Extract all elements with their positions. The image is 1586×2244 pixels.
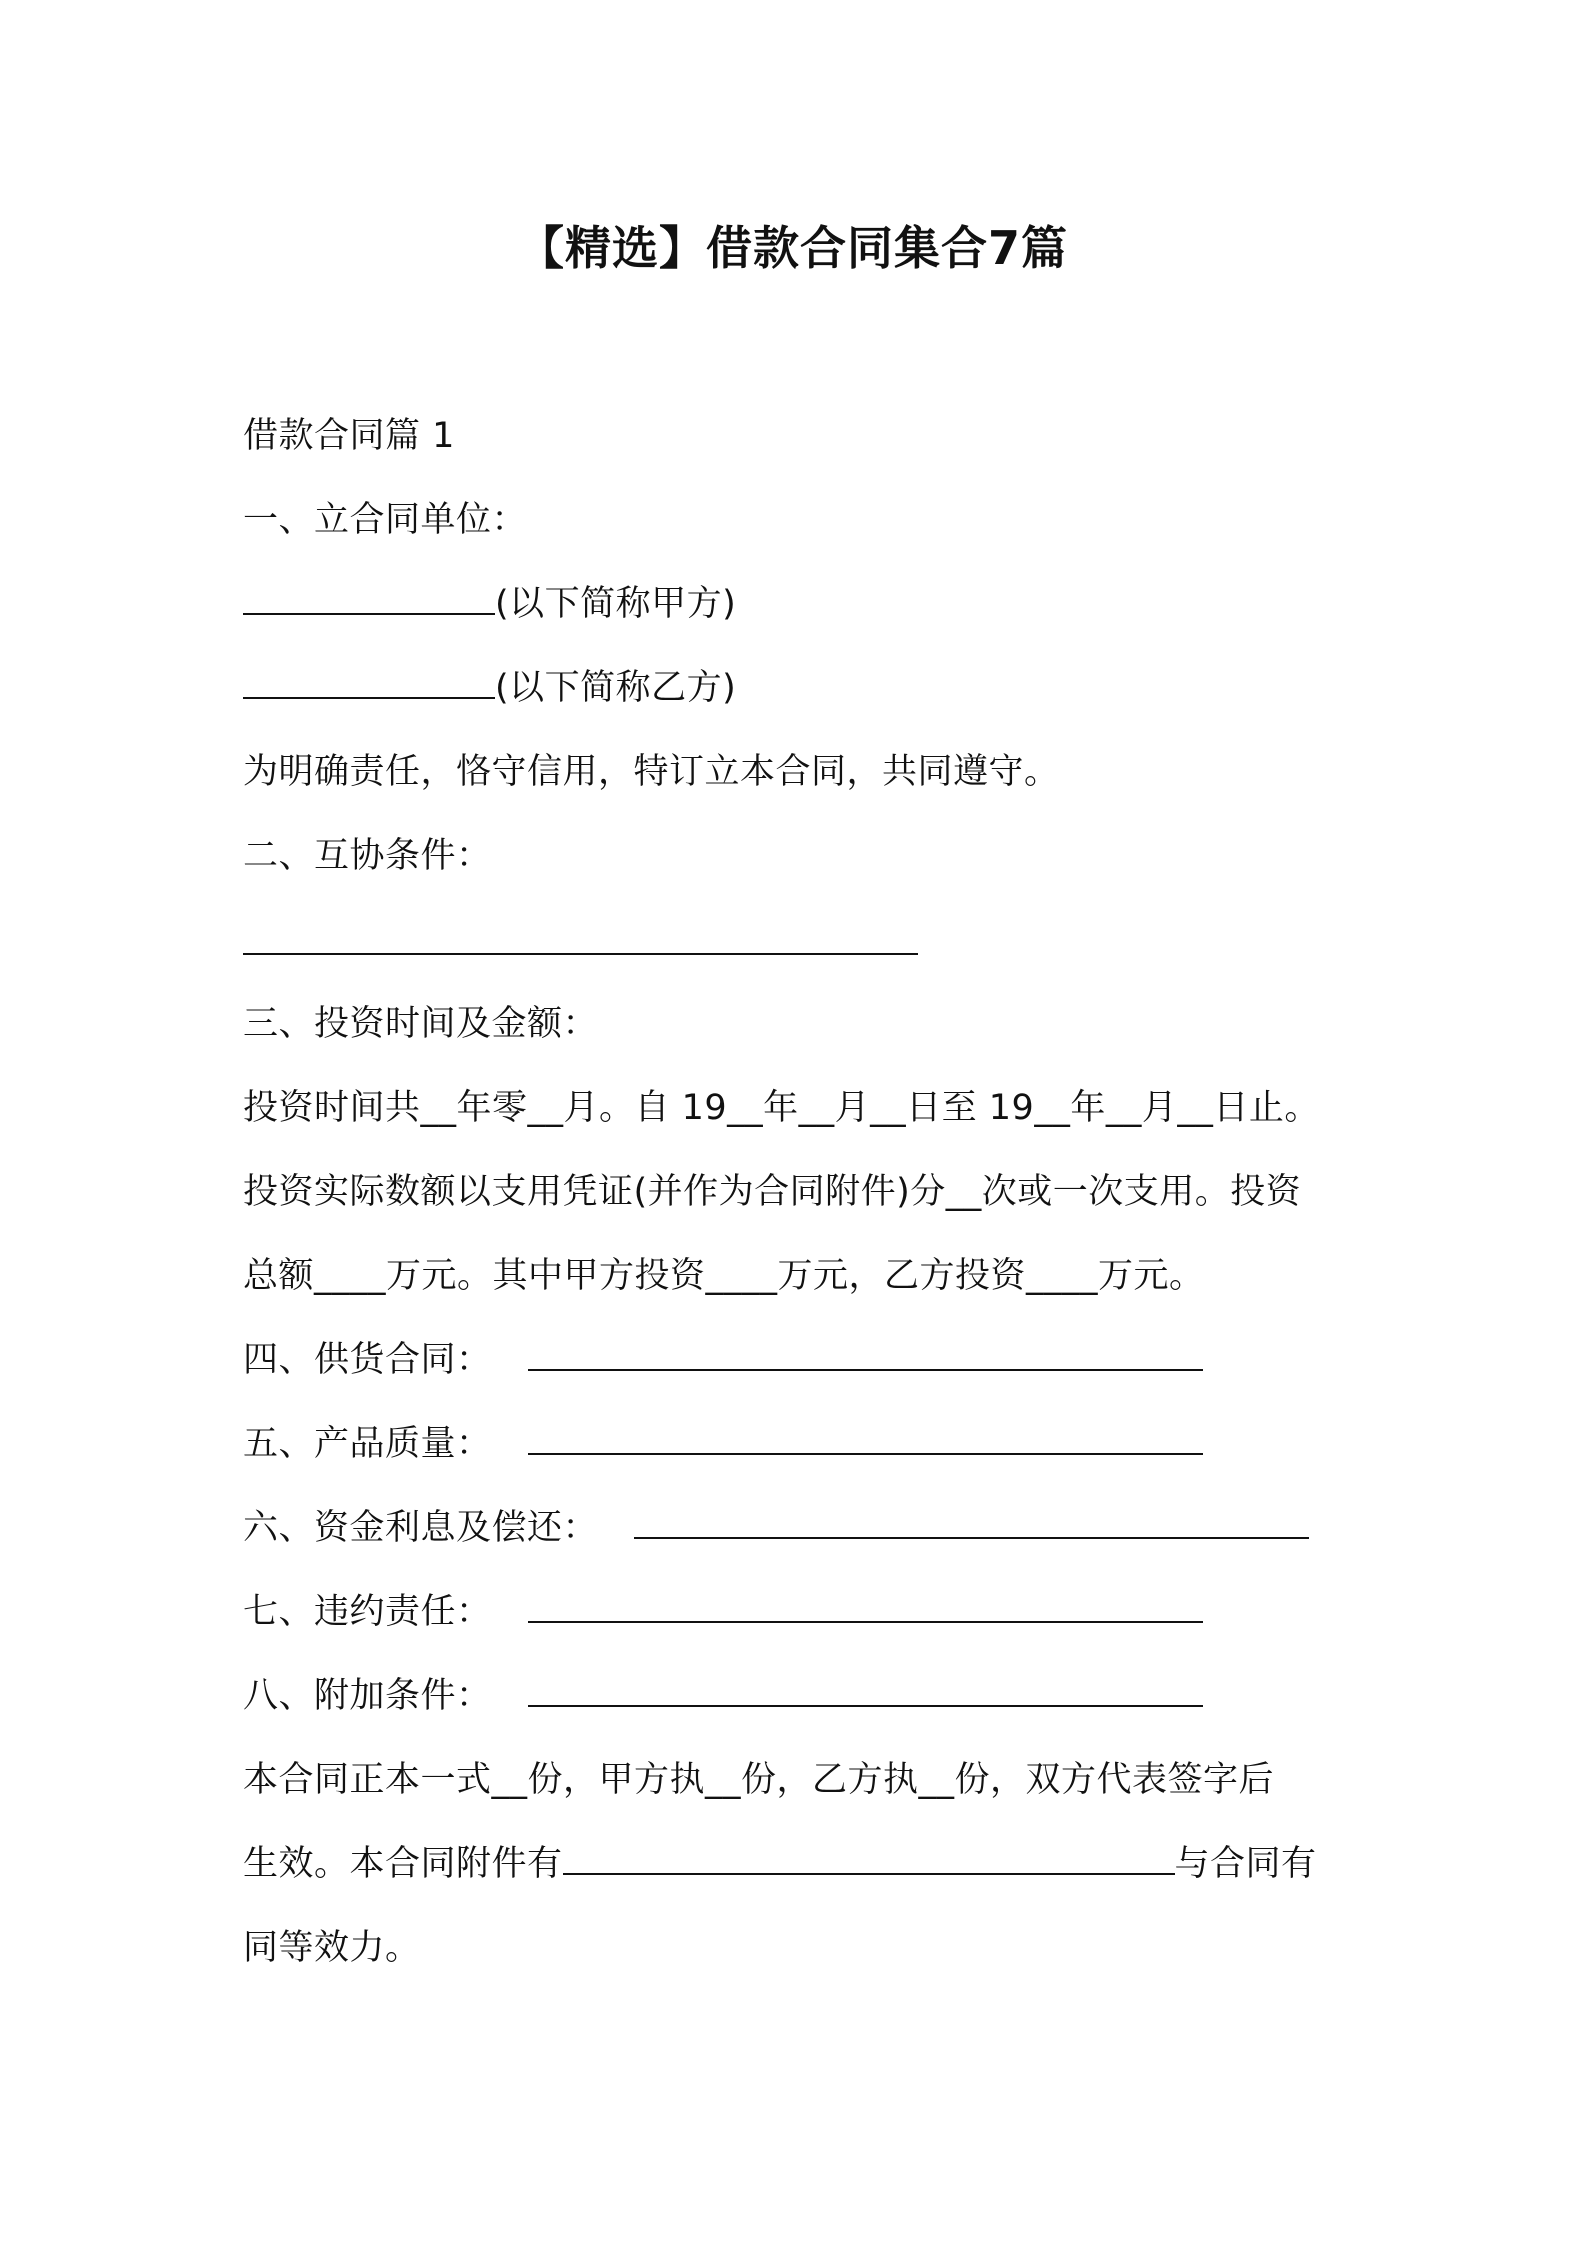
clause-5-heading: 五、产品质量： (243, 1424, 492, 1464)
party-a-blank[interactable] (243, 583, 495, 615)
clause-7-line (243, 1588, 1203, 1636)
clause-6-heading: 六、资金利息及偿还： (243, 1508, 599, 1548)
purpose-text: 为明确责任，恪守信用，特订立本合同，共同遵守。 (243, 752, 1060, 792)
clause-3-line-1: 投资时间共__年零__月。自 19__年__月__日至 19__年__月__日止。 (243, 1088, 1320, 1128)
document-title: 【精选】借款合同集合7篇 (517, 221, 1068, 275)
clause-4-line (243, 1336, 1203, 1384)
party-a-suffix: (以下简称甲方) (495, 584, 737, 624)
closing-line-2-prefix: 生效。本合同附件有 (243, 1844, 563, 1884)
clause-8-line (243, 1672, 1203, 1720)
clause-4-heading: 四、供货合同： (243, 1340, 492, 1380)
clause-3-line-3: 总额____万元。其中甲方投资____万元，乙方投资____万元。 (243, 1256, 1205, 1296)
clause-5-line (243, 1420, 1203, 1468)
clause-2-blank[interactable] (243, 923, 918, 955)
clause-7-heading: 七、违约责任： (243, 1592, 492, 1632)
party-a-line (243, 580, 736, 628)
attachment-blank[interactable] (563, 1843, 1175, 1875)
clause-2-heading: 二、互协条件： (243, 836, 492, 876)
closing-line-3: 同等效力。 (243, 1928, 421, 1968)
clause-2-blank-line (243, 920, 918, 968)
closing-line-2-suffix: 与合同有 (1174, 1844, 1317, 1884)
clause-6-blank[interactable] (634, 1507, 1309, 1539)
clause-3-line-2: 投资实际数额以支用凭证(并作为合同附件)分__次或一次支用。投资 (243, 1172, 1302, 1212)
party-b-blank[interactable] (243, 667, 495, 699)
clause-7-blank[interactable] (528, 1591, 1203, 1623)
clause-3-heading: 三、投资时间及金额： (243, 1004, 599, 1044)
closing-line-1: 本合同正本一式__份，甲方执__份，乙方执__份，双方代表签字后 (243, 1760, 1275, 1800)
closing-line-2 (243, 1840, 1317, 1888)
clause-6-line (243, 1504, 1309, 1552)
clause-1-heading: 一、立合同单位： (243, 500, 528, 540)
party-b-suffix: (以下简称乙方) (495, 668, 737, 708)
clause-5-blank[interactable] (528, 1423, 1203, 1455)
clause-8-heading: 八、附加条件： (243, 1676, 492, 1716)
clause-8-blank[interactable] (528, 1675, 1203, 1707)
party-b-line (243, 664, 736, 712)
clause-4-blank[interactable] (528, 1339, 1203, 1371)
section-heading: 借款合同篇 1 (243, 416, 455, 456)
